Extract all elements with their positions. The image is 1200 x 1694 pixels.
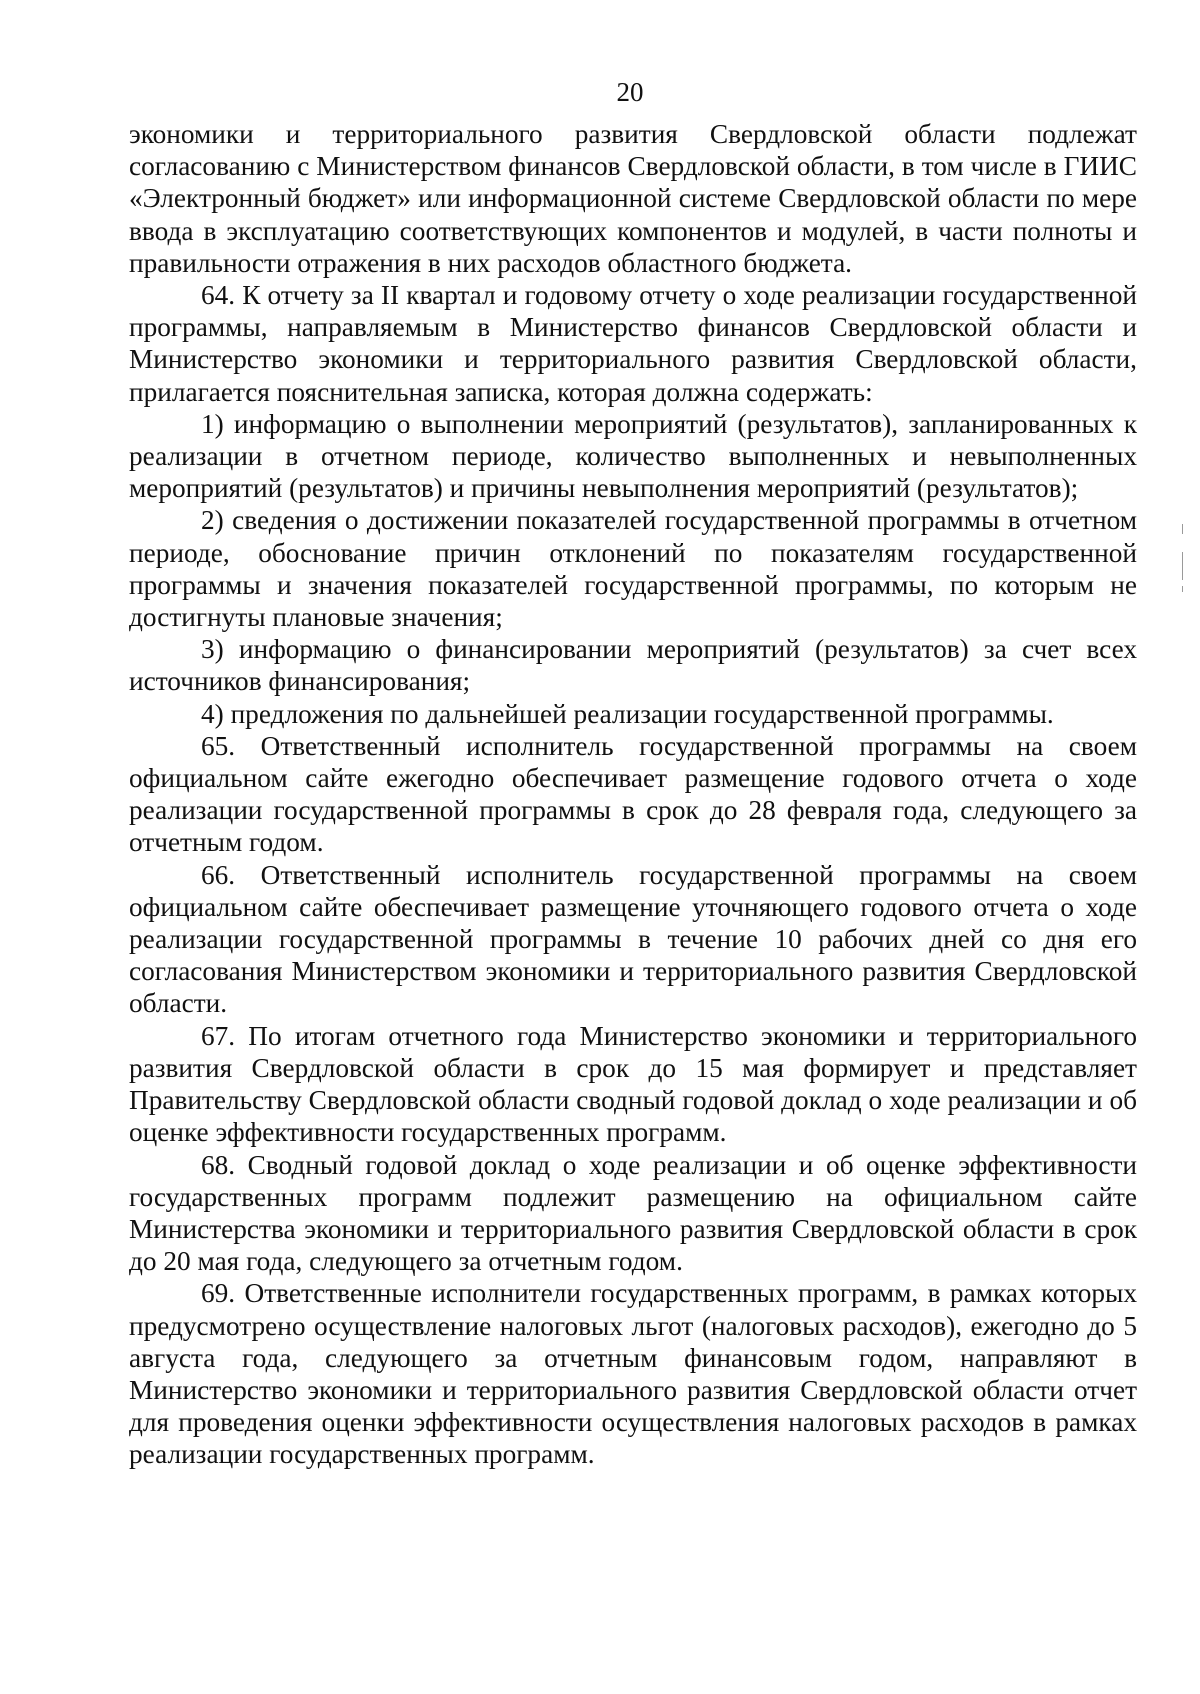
scan-margin-mark: [1182, 524, 1183, 534]
document-body: [129, 118, 1137, 1471]
paragraph-continuation: экономики и территориального развития Свердловской области подлежат согласованию с Министерством финансов Свердловской области, в том числе в ГИИС «Электронный бюджет» или информационной системе Свердловской области по мере ввода в эксплуатацию соответствующих компонентов и модулей, в части полноты и правильности отражения в них расходов областного бюджета.: [129, 119, 1137, 278]
paragraph-68: 68. Сводный годовой доклад о ходе реализации и об оценке эффективности государственных программ подлежит размещению на официальном сайте Министерства экономики и территориального развития Свердловской области в срок до 20 мая года, следующего за отчетным годом.: [129, 1149, 1137, 1277]
paragraph-64-item-3: 3) информацию о финансировании мероприятий (результатов) за счет всех источников финансирования;: [129, 634, 1137, 697]
scan-margin-mark: [1182, 586, 1183, 592]
paragraph-69: 69. Ответственные исполнители государственных программ, в рамках которых предусмотрено осуществление налоговых льгот (налоговых расходов), ежегодно до 5 августа года, следующего за отчетным финансовым годом, направляют в Министерство экономики и территориального развития Свердловской области отчет для проведения оценки эффективности осуществления налоговых расходов в рамках реализации государственных программ.: [129, 1278, 1137, 1470]
scan-margin-mark: [1182, 552, 1183, 580]
paragraph-66: 66. Ответственный исполнитель государственной программы на своем официальном сайте обеспечивает размещение уточняющего годового отчета о ходе реализации государственной программы в течение 10 рабочих дней со дня его согласования Министерством экономики и территориального развития Свердловской области.: [129, 859, 1137, 1019]
paragraph-64-item-1: 1) информацию о выполнении мероприятий (результатов), запланированных к реализации в отчетном периоде, количество выполненных и невыполненных мероприятий (результатов) и причины невыполнения мероприятий (результатов);: [129, 408, 1137, 504]
paragraph-67: 67. По итогам отчетного года Министерство экономики и территориального развития Свердловской области в срок до 15 мая формирует и представляет Правительству Свердловской области сводный годовой доклад о ходе реализации и об оценке эффективности государственных программ.: [129, 1020, 1137, 1148]
paragraph-64-item-2: 2) сведения о достижении показателей государственной программы в отчетном периоде, обоснование причин отклонений по показателям государственной программы и значения показателей государственной программы, по которым не достигнуты плановые значения;: [129, 505, 1137, 633]
page-number: 20: [616, 77, 644, 107]
paragraph-64-item-4: 4) предложения по дальнейшей реализации государственной программы.: [201, 698, 1054, 729]
paragraph-64: 64. К отчету за II квартал и годовому отчету о ходе реализации государственной программы, направляемым в Министерство финансов Свердловской области и Министерство экономики и территориального развития Свердловской области, прилагается пояснительная записка, которая должна содержать:: [129, 280, 1137, 407]
paragraph-65: 65. Ответственный исполнитель государственной программы на своем официальном сайте ежегодно обеспечивает размещение годового отчета о ходе реализации государственной программы в срок до 28 февраля года, следующего за отчетным годом.: [129, 730, 1137, 858]
